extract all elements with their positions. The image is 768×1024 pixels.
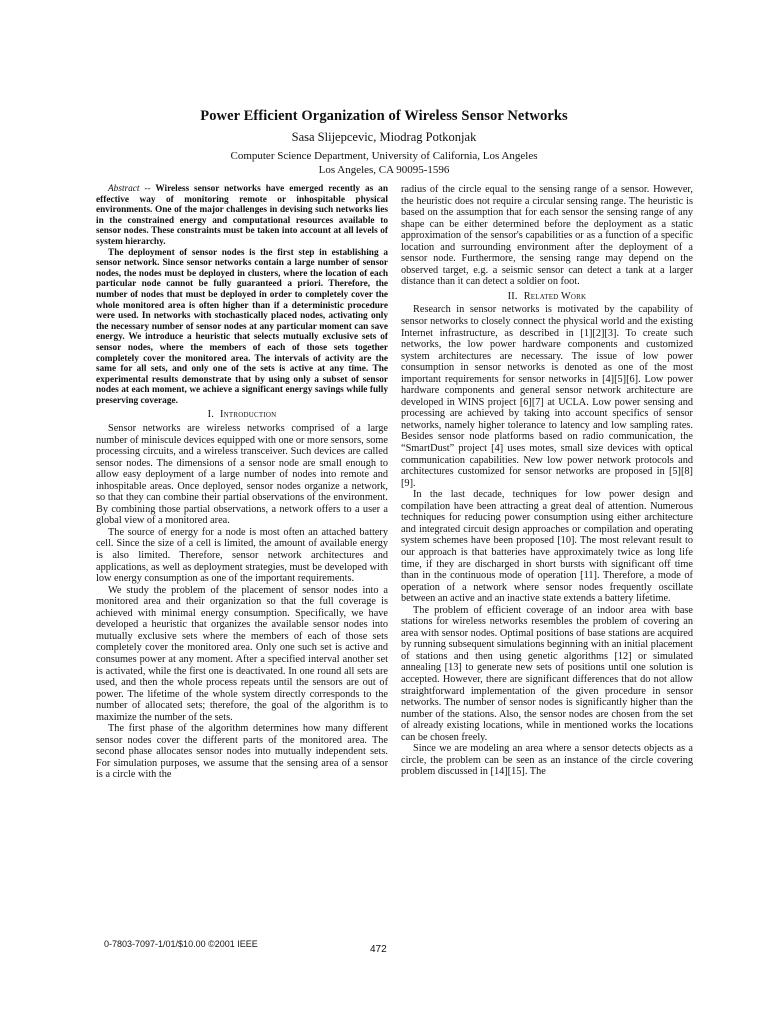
section-number: II. — [507, 290, 518, 302]
section-title: Introduction — [220, 409, 277, 421]
related-paragraph: The problem of efficient coverage of an indoor area with base stations for wireless networks resembles the problem of covering an area with sensor nodes. Optimal positions of base stations are acquired by running subsequent simulations beginning with an initial placement of stations and then using genetic algorithms [12] or simulated annealing [13] to generate new sets of positions until one solution is accepted. However, there are significant differences that do not allow straightforward implementation of the given procedure in sensor networks. The number of sensor nodes is significantly higher than the number of the stations. Also, the sensor nodes are chosen from the set of already existing locations, while in mentioned works the locations can be chosen freely. — [401, 604, 693, 743]
related-paragraph: Research in sensor networks is motivated by the capability of sensor networks to closely connect the physical world and the existing Internet infrastructure, as described in [1][2][3]. To create such networks, the low power hardware components and customized system architectures are necessary. The issue of low power consumption in sensor networks is denoted as one of the most important requirements for sensor networks in [4][5][6]. Low power hardware components and general sensor network architecture are developed in WINS project [6][7] at UCLA. Low power sensing and processing are achieved by taking into account specifics of sensor networks, namely higher tolerance to latency and low sampling rates. Besides sensor node platforms based on radio communication, the “SmartDust” project [4] uses motes, small size devices with optical communication capabilities. New low power network protocols and architectures customized for sensor networks are proposed in [5][8][9]. — [401, 304, 693, 489]
paper-title: Power Efficient Organization of Wireless Sensor Networks — [200, 108, 568, 124]
affiliation-line-2: Los Angeles, CA 90095-1596 — [318, 164, 450, 176]
abstract-paragraph-1 — [96, 184, 388, 248]
right-column — [401, 184, 693, 778]
section-heading-related-work — [401, 291, 693, 303]
intro-paragraph: The source of energy for a node is most often an attached battery cell. Since the size of a cell is limited, the amount of available energy is also limited. Therefore, sensor network architectures and applications, as well as deployment strategies, must be developed with low energy consumption as one of the important requirements. — [96, 526, 388, 585]
copyright-footer: 0-7803-7097-1/01/$10.00 ©2001 IEEE — [104, 939, 258, 949]
paper-authors: Sasa Slijepcevic, Miodrag Potkonjak — [291, 130, 477, 144]
intro-paragraph-continued: radius of the circle equal to the sensing range of a sensor. However, the heuristic does not require a circular sensing range. The heuristic is based on the assumption that for each sensor the sensing range of any shape can be either determined before the deployment as a static approximation of the sensor's capabilities or as a function of a specific location and surrounding environment after the deployment of a sensor node. Furthermore, the sensing range may depend on the observed target, e.g. a seismic sensor can detect a tank at a larger distance than it can detect a soldier on foot. — [401, 184, 693, 288]
intro-paragraph: We study the problem of the placement of sensor nodes into a monitored area and their organization so that the full coverage is achieved with minimal energy consumption. Specifically, we have developed a heuristic that organizes the available sensor nodes into mutually exclusive sets where the members of each of those sets completely cover the monitored area. Only one such set is active and consumes power at any moment. After a specified interval another set is activated, while the first one is deactivated. In one round all sets are used, and then the whole process repeats until the sensors are out of power. The lifetime of the whole system directly corresponds to the number of allocated sets; therefore, the goal of the algorithm is to maximize the number of the sets. — [96, 584, 388, 723]
intro-paragraph: Sensor networks are wireless networks comprised of a large number of miniscule devices equipped with one or more sensors, some processing circuits, and a wireless transceiver. Such devices are called sensor nodes. The dimensions of a sensor node are small enough to allow easy deployment of a large number of nodes into remote and inhospitable areas. Once deployed, sensor nodes organize a network, so that they can combine their partial observations of the environment. By combining those partial observations, a network offers to a user a global view of a monitored area. — [96, 423, 388, 527]
abstract-paragraph-2: The deployment of sensor nodes is the first step in establishing a sensor network. Since sensor networks contain a large number of sensor nodes, the nodes must be deployed in clusters, where the location of each particular node cannot be fully guaranteed a priori. Therefore, the number of nodes that must be deployed in order to completely cover the whole monitored area is often higher than if a deterministic procedure were used. In networks with stochastically placed nodes, activating only the necessary number of sensor nodes at any particular moment can save energy. We introduce a heuristic that selects mutually exclusive sets of sensor nodes, where the members of each of those sets together completely cover the monitored area. The intervals of activity are the same for all sets, and only one of the sets is active at any time. The experimental results demonstrate that by using only a subset of sensor nodes at each moment, we achieve a significant energy savings while fully preserving coverage. — [96, 247, 388, 406]
page-number: 472 — [370, 944, 387, 955]
paper-affiliation — [0, 149, 768, 177]
abstract — [96, 184, 388, 406]
intro-paragraph: The first phase of the algorithm determines how many different sensor nodes cover the different parts of the monitored area. The second phase allocates sensor nodes into mutually independent sets. For simulation purposes, we assume that the sensing area of a sensor is a circle with the — [96, 723, 388, 781]
abstract-label: Abstract -- — [108, 184, 151, 194]
affiliation-line-1: Computer Science Department, University of California, Los Angeles — [230, 150, 538, 162]
abstract-text-1: Wireless sensor networks have emerged recently as an effective way of monitoring remote or inhospitable physical environments. One of the major challenges in devising such networks lies in the constrained energy and computational resources available to sensor nodes. These constraints must be taken into account at all levels of system hierarchy. — [96, 184, 389, 247]
section-number: I. — [207, 409, 214, 421]
section-heading-introduction — [96, 409, 388, 421]
section-title: Related Work — [523, 290, 587, 302]
left-column — [96, 184, 388, 781]
related-paragraph: In the last decade, techniques for low power design and compilation have been attracting a great deal of attention. Numerous techniques for reducing power consumption using either architecture and integrated circuit design approaches or compilation and operating system schemes have been proposed [10]. The most relevant result to our approach is that batteries have approximately twice as long life time, if they are discharged in short bursts with significant off time than in the continuous mode of operation [11]. Therefore, a mode of operation of a network where sensor nodes frequently oscillate between an active and an inactive state extends a battery lifetime. — [401, 489, 693, 605]
related-paragraph: Since we are modeling an area where a sensor detects objects as a circle, the problem can be seen as an instance of the circle covering problem discussed in [14][15]. The — [401, 743, 693, 778]
